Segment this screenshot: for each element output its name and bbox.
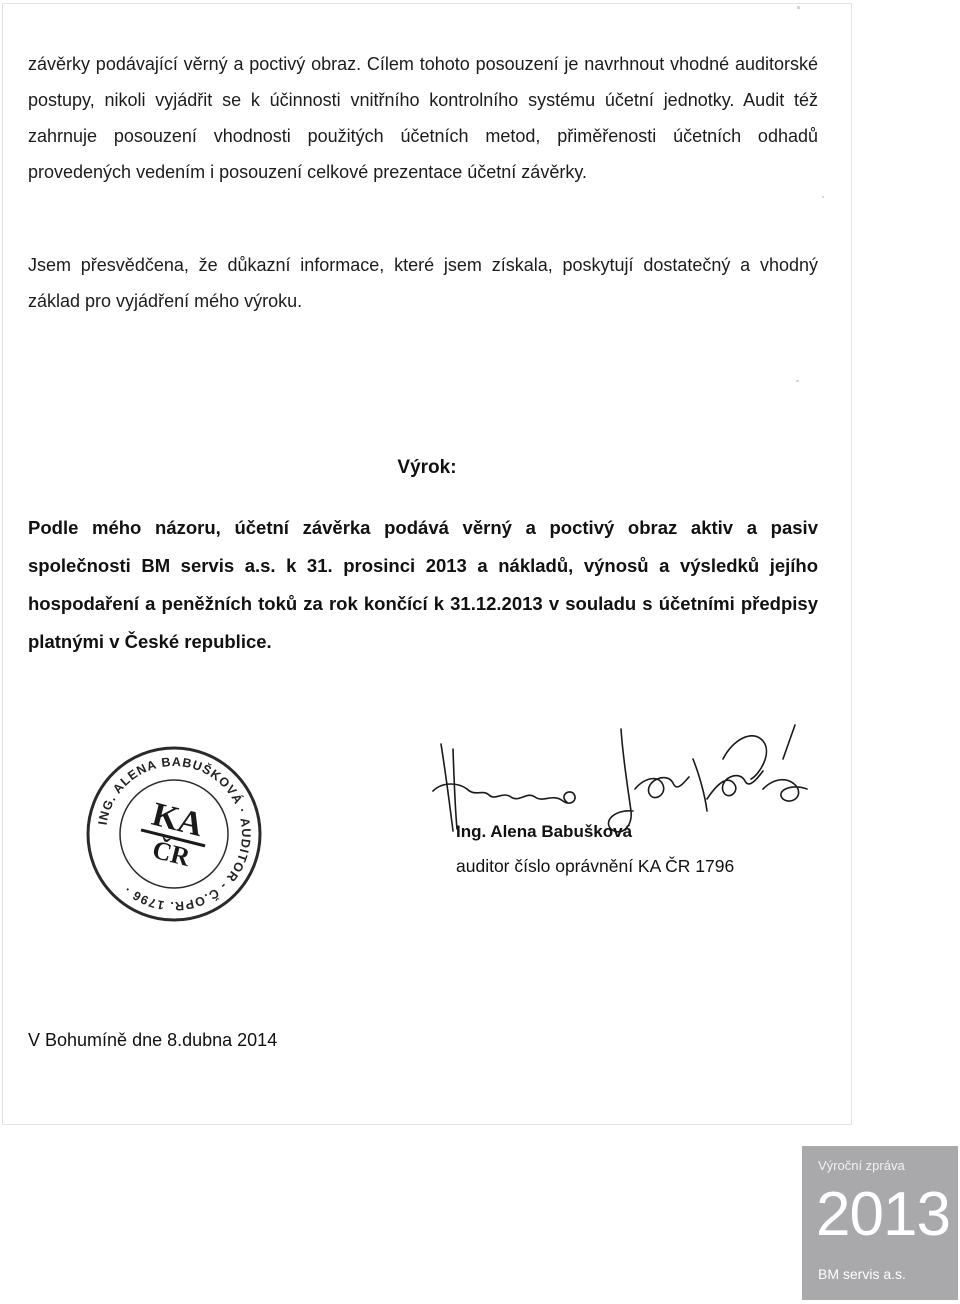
verdict-heading: Výrok:: [397, 457, 457, 478]
handwritten-signature: [423, 719, 823, 839]
annual-report-badge: [802, 1146, 958, 1300]
document-page: [2, 3, 852, 1125]
scan-speck: [822, 196, 824, 198]
svg-text:ING. ALENA BABUŠKOVÁ · AUDITOR: ING. ALENA BABUŠKOVÁ · AUDITOR - Č.OPR. 1796 ·: [95, 754, 254, 914]
scan-speck: [797, 6, 800, 9]
paragraph-audit-scope: závěrky podávající věrný a poctivý obraz. Cílem tohoto posouzení je navrhnout vhodné auditorské postupy, nikoli vyjádřit se k účinnosti vnitřního kontrolního systému účetní jednotky. Audit též zahrnuje posouzení vhodnosti použitých účetních metod, přiměřenosti účetních odhadů provedených vedením i posouzení celkové prezentace účetní závěrky.: [28, 54, 818, 182]
scan-speck: [796, 380, 799, 382]
svg-text:KA: KA: [148, 795, 207, 845]
verdict-text: Podle mého názoru, účetní závěrka podává věrný a poctivý obraz aktiv a pasiv společnosti BM servis a.s. k 31. prosinci 2013 a nákladů, výnosů a výsledků jejího hospodaření a peněžních toků za rok končící k 31.12.2013 v souladu s účetními předpisy platnými v České republice.: [28, 517, 818, 652]
badge-title: Výroční zpráva: [818, 1158, 905, 1173]
auditor-license: auditor číslo oprávnění KA ČR 1796: [456, 856, 735, 876]
badge-company: BM servis a.s.: [818, 1266, 906, 1282]
paragraph-evidence: Jsem přesvědčena, že důkazní informace, které jsem získala, poskytují dostatečný a vhodný základ pro vyjádření mého výroku.: [28, 255, 818, 311]
auditor-name: Ing. Alena Babušková: [456, 822, 633, 841]
auditor-stamp: [79, 744, 269, 924]
svg-text:ČR: ČR: [149, 834, 193, 873]
badge-year: 2013: [816, 1180, 950, 1249]
place-and-date: V Bohumíně dne 8.dubna 2014: [28, 1030, 278, 1050]
